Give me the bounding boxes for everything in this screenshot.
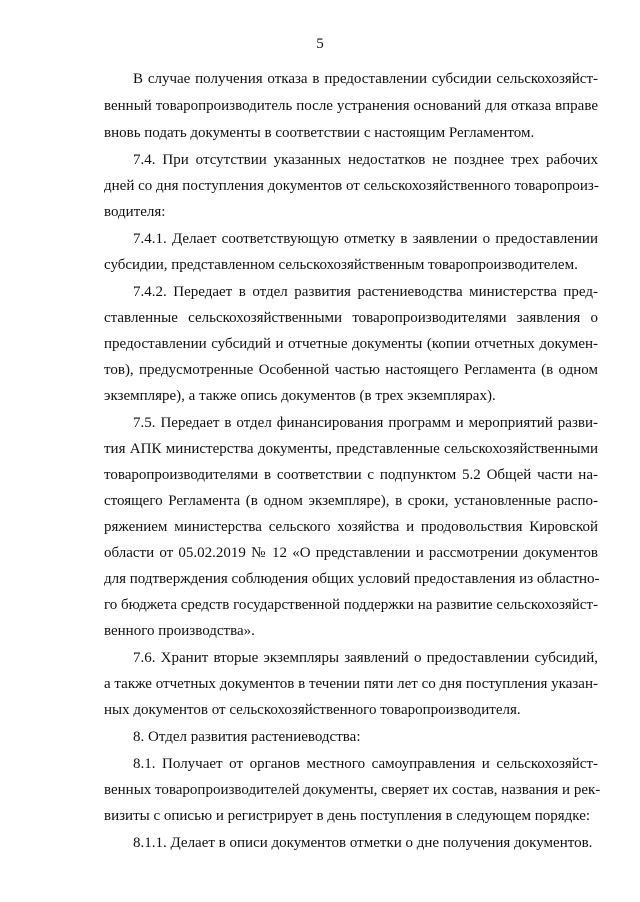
text-line: венных товаропроизводителей документы, сверяет их состав, названия и рек- [104, 782, 601, 798]
text-line: стоящего Регламента (в одном экземпляре), в сроки, установленные распо- [104, 493, 598, 509]
text-line: области от 05.02.2019 № 12 «О представлении и рассмотрении документов [104, 545, 598, 561]
text-line: венного производства». [104, 623, 255, 639]
text-line: 7.4. При отсутствии указанных недостатков не позднее трех рабочих [133, 152, 598, 168]
text-line: ряжением министерства сельского хозяйства и продовольствия Кировской [104, 519, 598, 535]
text-line: товаропроизводителями в соответствии с подпунктом 5.2 Общей части на- [104, 467, 598, 483]
text-line: 7.5. Передает в отдел финансирования программ и мероприятий разви- [133, 415, 598, 431]
text-line: тия АПК министерства документы, представленные сельскохозяйственными [104, 441, 598, 457]
text-line: экземпляре), а также опись документов (в трех экземплярах). [104, 388, 496, 404]
text-line: водителя: [104, 204, 166, 220]
text-line: 7.4.1. Делает соответствующую отметку в заявлении о предоставлении [133, 231, 598, 247]
text-line: го бюджета средств государственной поддержки на развитие сельскохозяйст- [104, 597, 598, 613]
text-line: В случае получения отказа в предоставлении субсидии сельскохозяйст- [133, 71, 598, 87]
text-line: 8. Отдел развития растениеводства: [133, 729, 361, 745]
text-line: ных документов от сельскохозяйственного товаропроизводителя. [104, 702, 521, 718]
page-number: 5 [316, 36, 324, 52]
text-line: венный товаропроизводитель после устранения оснований для отказа вправе [104, 98, 598, 114]
text-line: предоставлении субсидий и отчетные документы (копии отчетных докумен- [104, 336, 598, 352]
text-line: а также отчетных документов в течении пяти лет со дня поступления указан- [104, 676, 598, 692]
text-line: тов), предусмотренные Особенной частью настоящего Регламента (в одном [104, 362, 598, 378]
text-line: 7.6. Хранит вторые экземпляры заявлений о предоставлении субсидий, [133, 650, 598, 666]
text-line: ставленные сельскохозяйственными товаропроизводителями заявления о [104, 310, 598, 326]
text-line: вновь подать документы в соответствии с настоящим Регламентом. [104, 125, 535, 141]
text-line: дней со дня поступления документов от сельскохозяйственного товаропроиз- [104, 178, 599, 194]
text-line: 8.1. Получает от органов местного самоуправления и сельскохозяйст- [133, 756, 598, 772]
text-line: 7.4.2. Передает в отдел развития растениеводства министерства пред- [133, 284, 598, 300]
text-line: субсидии, представленном сельскохозяйственным товаропроизводителем. [104, 257, 578, 273]
text-line: для подтверждения соблюдения общих условий предоставления из областно- [104, 571, 600, 587]
text-line: 8.1.1. Делает в описи документов отметки о дне получения документов. [133, 835, 593, 851]
text-line: визиты с описью и регистрирует в день поступления в следующем порядке: [104, 808, 591, 824]
